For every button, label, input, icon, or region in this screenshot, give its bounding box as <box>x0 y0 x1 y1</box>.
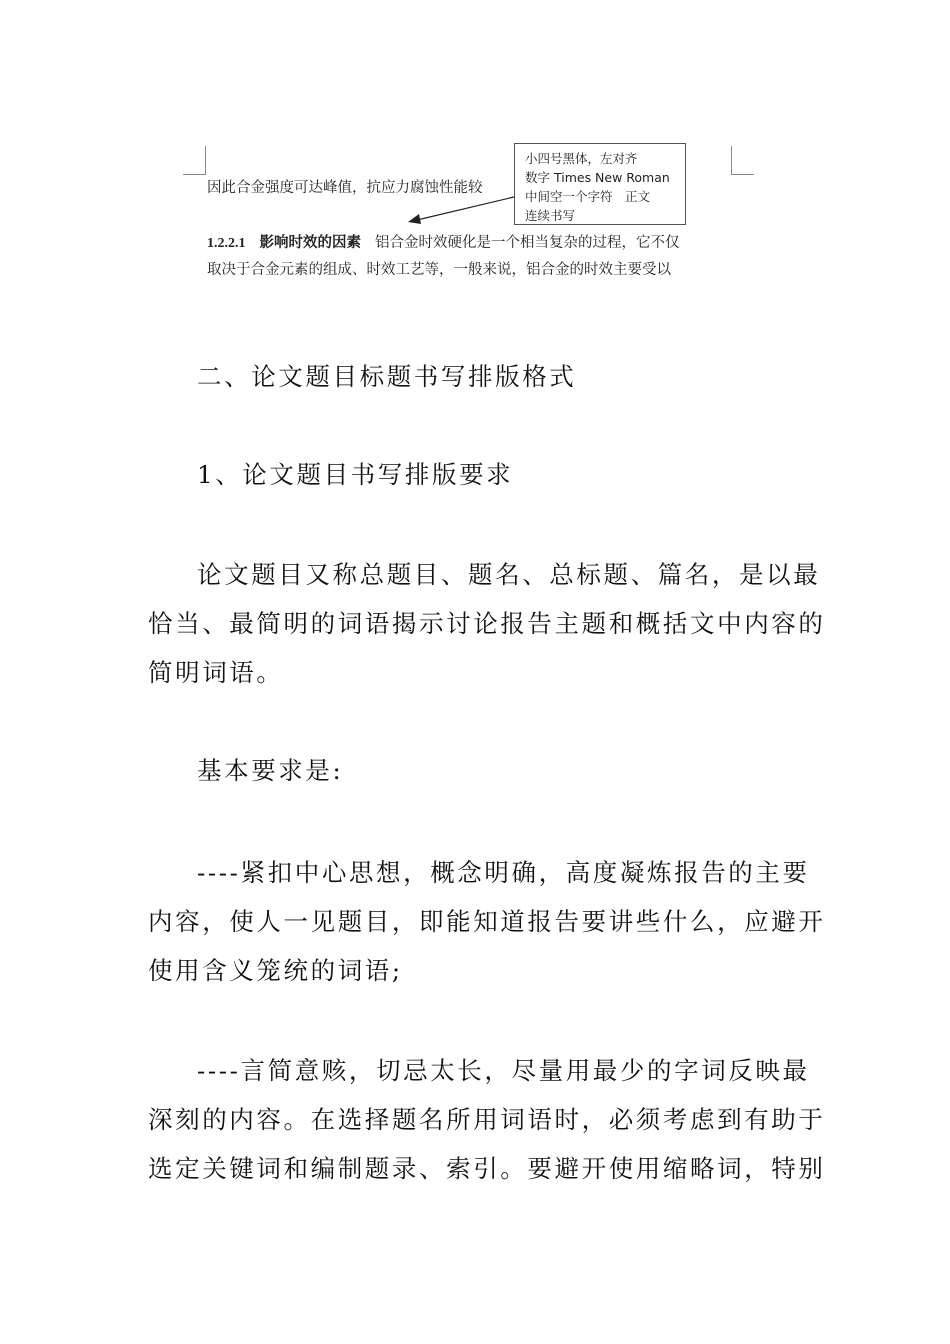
paragraph-line: 简明词语。 <box>148 658 284 687</box>
heading-line-text: 铝合金时效硬化是一个相当复杂的过程，它不仅 <box>375 235 680 251</box>
paragraph-line: ----言简意赅，切忌太长，尽量用最少的字词反映最 <box>197 1056 810 1085</box>
subsection-heading: 1、论文题目书写排版要求 <box>197 460 514 489</box>
heading-title: 影响时效的因素 <box>259 235 361 251</box>
callout-line: 中间空一个字符 正文 <box>525 189 651 204</box>
requirement-1 <box>148 848 826 995</box>
excerpt-line-3: 取决于合金元素的组成、时效工艺等，一般来说，铝合金的时效主要受以 <box>207 262 671 278</box>
excerpt-line-1: 因此合金强度可达峰值，抗应力腐蚀性能较 <box>207 180 483 196</box>
callout-line: 小四号黑体，左对齐 <box>525 151 638 166</box>
paragraph-line: 恰当、最简明的词语揭示讨论报告主题和概括文中内容的 <box>148 609 826 638</box>
callout-arrow-head <box>408 214 421 224</box>
callout-line: 数字 Times New Roman <box>525 170 670 185</box>
basic-requirements-label: 基本要求是: <box>197 756 344 785</box>
callout-line: 连续书写 <box>525 208 576 223</box>
paragraph-line: 使用含义笼统的词语; <box>148 956 403 985</box>
requirement-2 <box>148 1046 826 1193</box>
section-heading: 二、论文题目标题书写排版格式 <box>197 362 577 391</box>
paragraph-line: 论文题目又称总题目、题名、总标题、篇名，是以最 <box>197 560 821 589</box>
paragraph-line: ----紧扣中心思想，概念明确，高度凝炼报告的主要 <box>197 858 810 887</box>
paragraph-line: 选定关键词和编制题录、索引。要避开使用缩略词，特别 <box>148 1154 826 1183</box>
paragraph-line: 深刻的内容。在选择题名所用词语时，必须考虑到有助于 <box>148 1105 826 1134</box>
callout-arrow-line <box>417 197 514 220</box>
paragraph-definition <box>148 550 826 697</box>
heading-number: 1.2.2.1 <box>207 236 246 251</box>
format-example-excerpt <box>183 140 757 282</box>
paragraph-line: 内容，使人一见题目，即能知道报告要讲些什么，应避开 <box>148 907 826 936</box>
format-callout-box <box>514 143 686 225</box>
